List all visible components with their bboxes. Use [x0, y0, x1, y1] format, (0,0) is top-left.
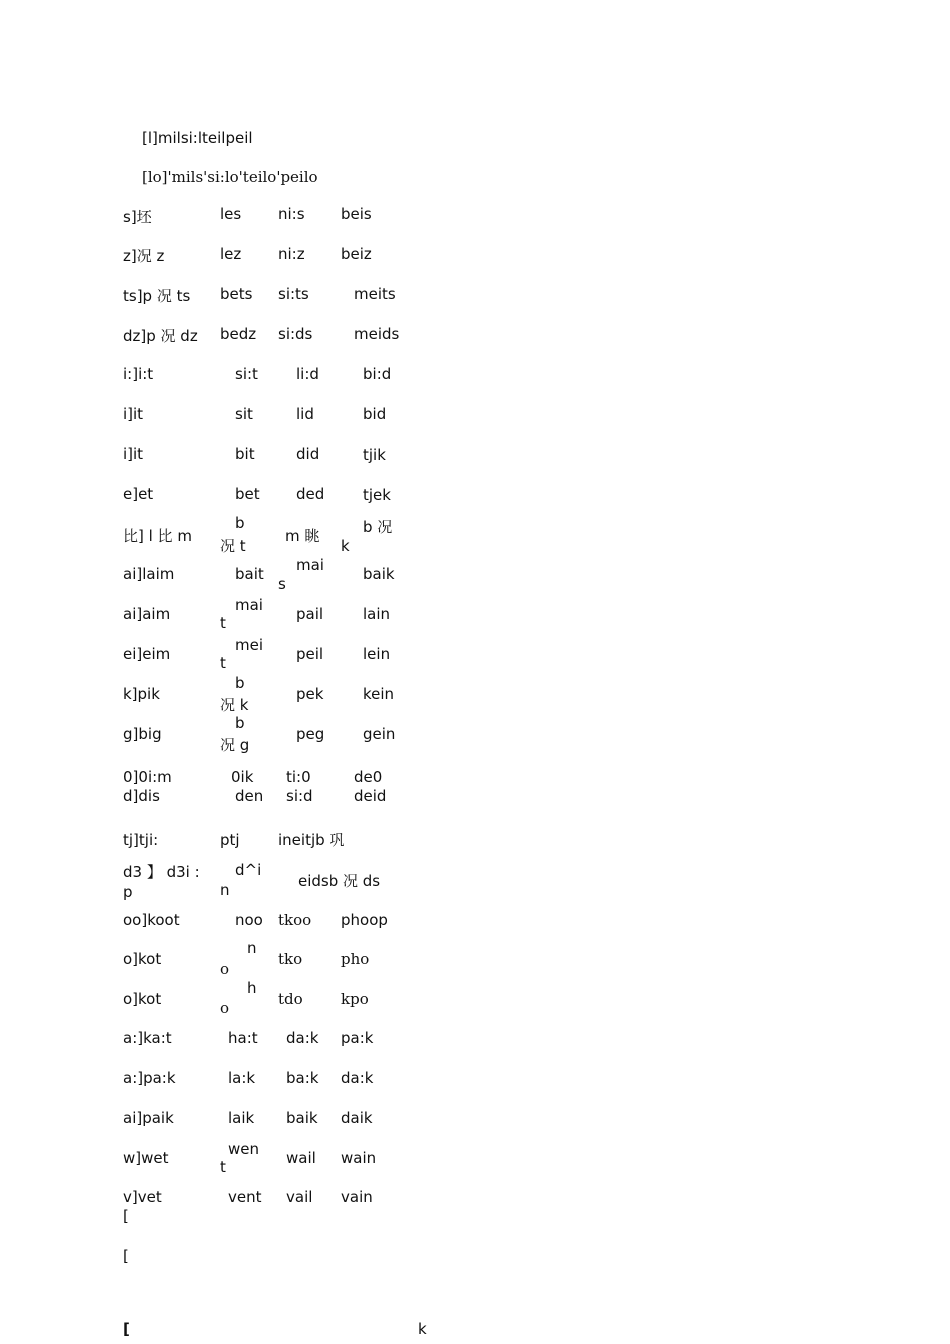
- footer-k: k: [418, 1320, 427, 1338]
- row-ei-word-3: lein: [363, 645, 391, 663]
- row-z-word-1: lez: [220, 245, 242, 263]
- row-tj-word-2: ineitjb 巩: [278, 831, 345, 849]
- row-i2-label: i]it: [123, 445, 144, 463]
- row-i2-word-3: tjik: [363, 446, 386, 464]
- row-th-word-1: 0ik: [231, 768, 254, 786]
- row-v-word-2: vail: [286, 1188, 313, 1206]
- row-ai1-word-2-top: mai: [296, 556, 324, 574]
- row-dz-label: dz]p 况 dz: [123, 327, 198, 345]
- row-v-word-1: vent: [228, 1188, 262, 1206]
- row-ei-word-1-bottom: t: [220, 654, 226, 672]
- row-o2-word-2: tdo: [278, 990, 303, 1008]
- row-th-word-2: ti:0: [286, 768, 311, 786]
- row-o1-word-3: pho: [341, 950, 370, 968]
- row-ai1-word-1: bait: [235, 565, 264, 583]
- row-s-label: s]坯: [123, 208, 152, 226]
- row-o1-word-1-top: n: [247, 939, 257, 957]
- row-oo-word-2: tkoo: [278, 911, 312, 929]
- row-o1-word-1-bottom: o: [220, 960, 230, 978]
- row-i2-word-2: did: [296, 445, 320, 463]
- row-d-word-2: si:d: [286, 787, 313, 805]
- row-ai2-word-3: lain: [363, 605, 391, 623]
- row-i1-word-1: sit: [235, 405, 253, 423]
- row-bi-word-3: b 况: [363, 518, 393, 536]
- row-a1-word-1: ha:t: [228, 1029, 258, 1047]
- row-k-label: k]pik: [123, 685, 160, 703]
- row-ts-label: ts]p 况 ts: [123, 287, 191, 305]
- row-ai3-word-3: daik: [341, 1109, 373, 1127]
- bracket-2: [: [123, 1247, 129, 1265]
- row-a2-word-3: da:k: [341, 1069, 374, 1087]
- row-a2-label: a:]pa:k: [123, 1069, 176, 1087]
- row-w-word-1-top: wen: [228, 1140, 260, 1158]
- row-ai1-word-3: baik: [363, 565, 395, 583]
- row-dz-word-2: si:ds: [278, 325, 313, 343]
- row-ei-label: ei]eim: [123, 645, 171, 663]
- row-dz-word-3: meids: [354, 325, 400, 343]
- row-i1-label: i]it: [123, 405, 144, 423]
- row-d-word-3: deid: [354, 787, 387, 805]
- bracket-3: [: [123, 1320, 130, 1338]
- row-i2-word-1: bit: [235, 445, 255, 463]
- row-th-word-3: de0: [354, 768, 383, 786]
- row-ai3-label: ai]paik: [123, 1109, 174, 1127]
- row-d-word-1: den: [235, 787, 264, 805]
- row-w-label: w]wet: [123, 1149, 169, 1167]
- row-d3-label-sub: p: [123, 883, 133, 901]
- row-z-word-3: beiz: [341, 245, 372, 263]
- bracket-1: [: [123, 1207, 129, 1225]
- row-i1-word-3: bid: [363, 405, 387, 423]
- row-a1-label: a:]ka:t: [123, 1029, 172, 1047]
- row-bi-word-1-top: b: [235, 514, 245, 532]
- row-th-label: 0]0i:m: [123, 768, 172, 786]
- row-bi-label: 比] l 比 m: [123, 527, 192, 545]
- row-g-word-2: peg: [296, 725, 325, 743]
- row-s-word-3: beis: [341, 205, 372, 223]
- row-ai3-word-1: laik: [228, 1109, 255, 1127]
- row-o1-word-2: tko: [278, 950, 303, 968]
- row-a1-word-3: pa:k: [341, 1029, 374, 1047]
- row-e-label: e]et: [123, 485, 154, 503]
- row-i1-word-2: lid: [296, 405, 314, 423]
- row-w-word-2: wail: [286, 1149, 316, 1167]
- row-d-label: d]dis: [123, 787, 160, 805]
- row-o1-label: o]kot: [123, 950, 162, 968]
- row-ai1-word-2-left: s: [278, 575, 286, 593]
- row-g-word-1-bottom: 况 g: [220, 736, 250, 754]
- row-dz-word-1: bedz: [220, 325, 257, 343]
- row-k-word-3: kein: [363, 685, 395, 703]
- header-line-1: [l]milsi:lteilpeil: [142, 129, 253, 147]
- row-ei-word-2: peil: [296, 645, 324, 663]
- row-d3-word-1-bottom: n: [220, 881, 230, 899]
- row-ii-word-2: li:d: [296, 365, 319, 383]
- row-bi-word-2-sub: k: [341, 537, 350, 555]
- row-z-word-2: ni:z: [278, 245, 305, 263]
- row-ts-word-1: bets: [220, 285, 253, 303]
- row-d3-label: d3 】 d3i :: [123, 863, 200, 881]
- row-o2-word-3: kpo: [341, 990, 369, 1008]
- row-s-word-2: ni:s: [278, 205, 305, 223]
- row-o2-word-1-top: h: [247, 979, 257, 997]
- row-a1-word-2: da:k: [286, 1029, 319, 1047]
- row-w-word-3: wain: [341, 1149, 377, 1167]
- row-s-word-1: les: [220, 205, 242, 223]
- row-bi-word-2: m 眺: [285, 527, 320, 545]
- row-o2-word-1-bottom: o: [220, 999, 230, 1017]
- row-e-word-2: ded: [296, 485, 325, 503]
- row-g-word-1-top: b: [235, 714, 245, 732]
- row-a2-word-1: la:k: [228, 1069, 256, 1087]
- row-ai3-word-2: baik: [286, 1109, 318, 1127]
- row-bi-word-1-bottom: 况 t: [220, 537, 246, 555]
- row-a2-word-2: ba:k: [286, 1069, 319, 1087]
- row-o2-label: o]kot: [123, 990, 162, 1008]
- row-ii-word-3: bi:d: [363, 365, 392, 383]
- row-d3-word-2: eidsb 况 ds: [298, 872, 381, 890]
- row-ts-word-3: meits: [354, 285, 396, 303]
- row-ai2-label: ai]aim: [123, 605, 171, 623]
- row-k-word-1-bottom: 况 k: [220, 696, 249, 714]
- row-e-word-3: tjek: [363, 486, 391, 504]
- row-ai2-word-2: pail: [296, 605, 324, 623]
- row-k-word-1-top: b: [235, 674, 245, 692]
- row-ii-word-1: si:t: [235, 365, 258, 383]
- row-g-word-3: gein: [363, 725, 396, 743]
- row-v-word-3: vain: [341, 1188, 373, 1206]
- row-v-label: v]vet: [123, 1188, 162, 1206]
- row-tj-label: tj]tji:: [123, 831, 159, 849]
- row-ai2-word-1-bottom: t: [220, 614, 226, 632]
- row-ai2-word-1-top: mai: [235, 596, 263, 614]
- row-ei-word-1-top: mei: [235, 636, 264, 654]
- row-oo-word-1: noo: [235, 911, 263, 929]
- row-ii-label: i:]i:t: [123, 365, 154, 383]
- row-ai1-label: ai]laim: [123, 565, 175, 583]
- row-k-word-2: pek: [296, 685, 324, 703]
- row-d3-word-1-top: d^i: [235, 861, 262, 879]
- row-e-word-1: bet: [235, 485, 260, 503]
- row-oo-word-3: phoop: [341, 911, 388, 929]
- row-ts-word-2: si:ts: [278, 285, 309, 303]
- row-tj-word-1: ptj: [220, 831, 240, 849]
- row-g-label: g]big: [123, 725, 162, 743]
- header-line-2: [lo]'mils'si:lo'teilo'peilo: [142, 168, 318, 186]
- row-oo-label: oo]koot: [123, 911, 180, 929]
- row-z-label: z]况 z: [123, 247, 165, 265]
- row-w-word-1-bottom: t: [220, 1158, 226, 1176]
